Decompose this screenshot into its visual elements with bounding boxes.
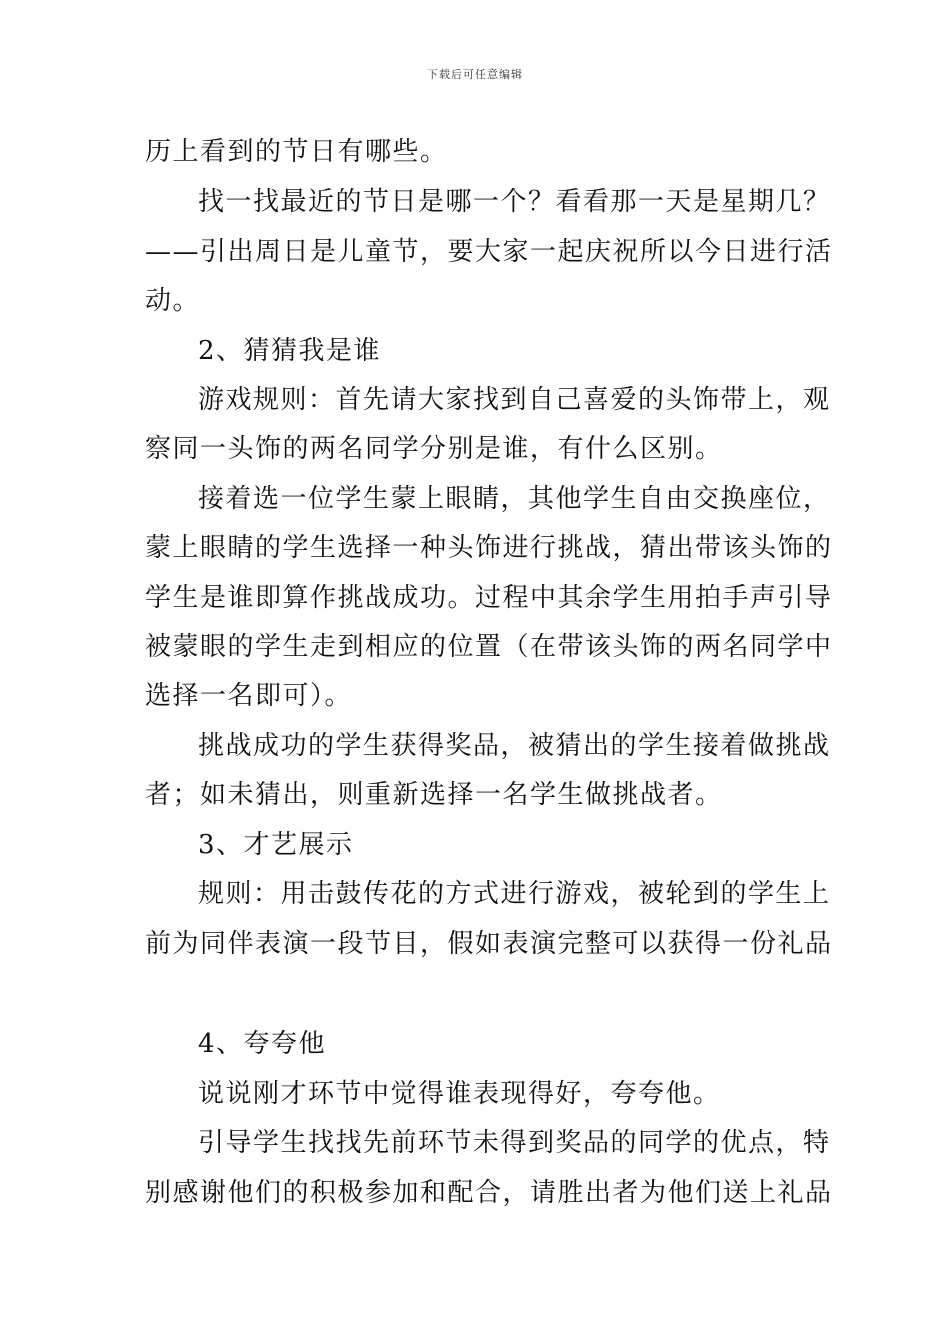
section-heading: 2、猜猜我是谁 (198, 336, 382, 366)
body-line: 者；如未猜出，则重新选择一名学生做挑战者。 (145, 780, 723, 810)
body-line: 引导学生找找先前环节未得到奖品的同学的优点，特 (198, 1128, 831, 1158)
body-line: 选择一名即可）。 (145, 681, 353, 711)
body-line: 蒙上眼睛的学生选择一种头饰进行挑战，猜出带该头饰的 (145, 533, 833, 563)
section-heading: 4、夸夸他 (198, 1029, 327, 1059)
body-line: 说说刚才环节中觉得谁表现得好，夸夸他。 (198, 1079, 721, 1109)
body-line: 历上看到的节日有哪些。 (145, 137, 448, 167)
body-line: 接着选一位学生蒙上眼睛，其他学生自由交换座位， (198, 484, 831, 514)
body-line: 前为同伴表演一段节目，假如表演完整可以获得一份礼品 (145, 929, 833, 959)
body-line: 别感谢他们的积极参加和配合，请胜出者为他们送上礼品 (145, 1178, 833, 1208)
body-line: 察同一头饰的两名同学分别是谁，有什么区别。 (145, 434, 723, 464)
body-line: 游戏规则：首先请大家找到自己喜爱的头饰带上，观 (198, 385, 831, 415)
body-line: 动。 (145, 286, 201, 316)
body-line: ——引出周日是儿童节，要大家一起庆祝所以今日进行活 (145, 237, 833, 267)
page-header: 下载后可任意编辑 (427, 68, 523, 81)
body-line: 挑战成功的学生获得奖品，被猜出的学生接着做挑战 (198, 731, 831, 761)
body-line: 找一找最近的节日是哪一个？看看那一天是星期几？ (198, 187, 831, 217)
body-line: 学生是谁即算作挑战成功。过程中其余学生用拍手声引导 (145, 583, 833, 613)
section-heading: 3、才艺展示 (198, 830, 354, 860)
body-line: 规则：用击鼓传花的方式进行游戏，被轮到的学生上 (198, 879, 831, 909)
body-line: 被蒙眼的学生走到相应的位置（在带该头饰的两名同学中 (145, 632, 833, 662)
